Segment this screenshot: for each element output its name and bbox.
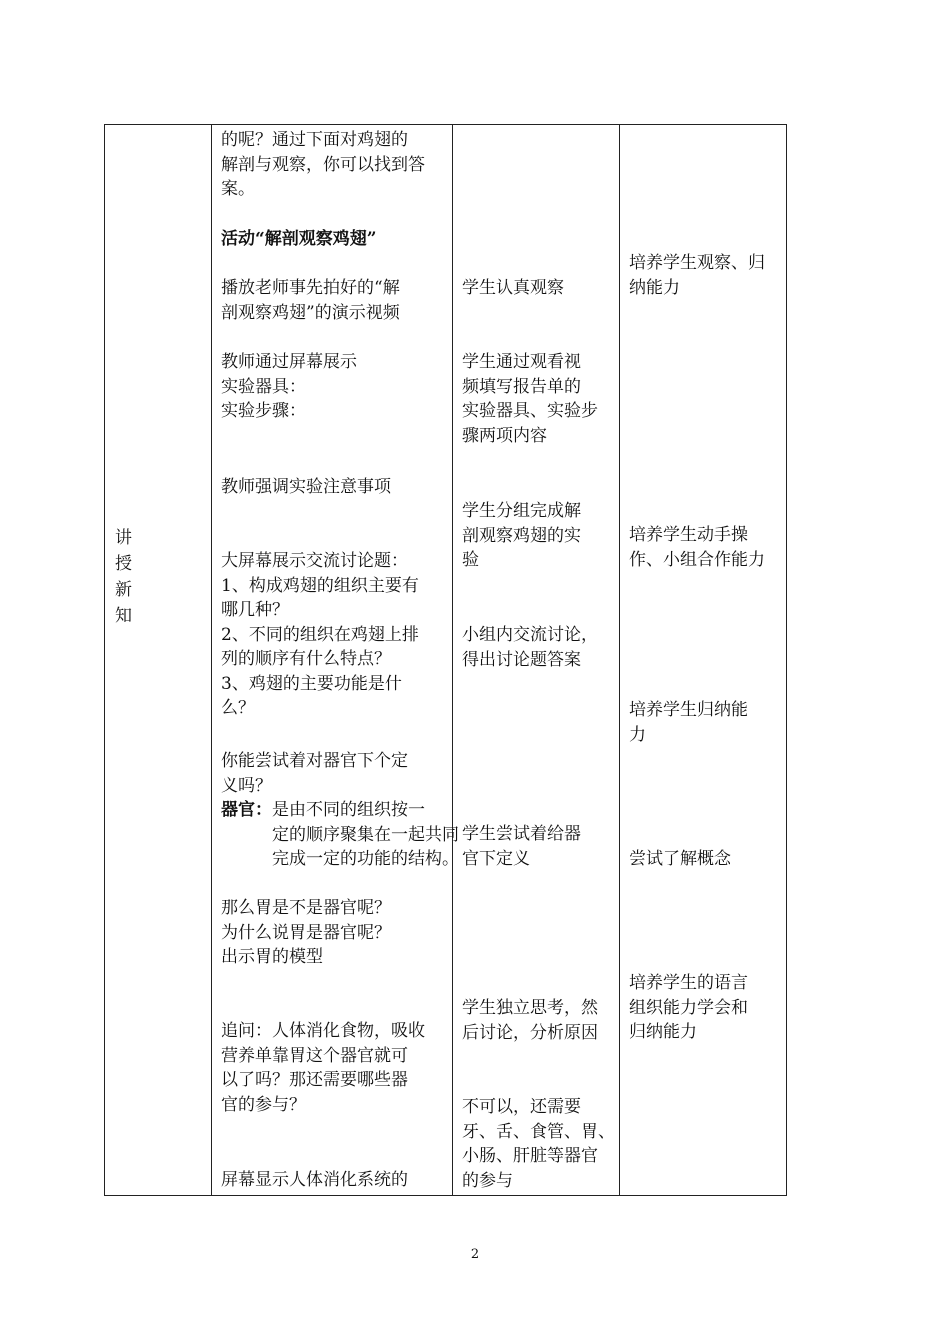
section-cell: [105, 125, 212, 1196]
section-label: 讲授新知: [115, 528, 132, 626]
teacher-text: 播放老师事先拍好的“解 剖观察鸡翅”的演示视频: [221, 278, 400, 323]
purpose-text: 培养学生动手操 作、小组合作能力: [629, 525, 765, 570]
definition-term: 器官：: [221, 800, 272, 820]
teacher-text: 你能尝试着对器官下个定 义吗？: [221, 751, 408, 796]
teacher-text: 教师强调实验注意事项: [221, 477, 391, 497]
student-activity-cell: [453, 125, 620, 1196]
teacher-text: 追问：人体消化食物，吸收 营养单靠胃这个器官就可 以了吗？那还需要哪些器 官的参与？: [221, 1021, 425, 1115]
student-text: 学生认真观察: [462, 278, 564, 298]
purpose-text: 尝试了解概念: [629, 849, 731, 869]
teacher-text: 教师通过屏幕展示 实验器具： 实验步骤：: [221, 352, 357, 421]
lesson-plan-table: [104, 124, 787, 1196]
student-text: 学生分组完成解 剖观察鸡翅的实 验: [462, 501, 581, 570]
teacher-activity-cell: [212, 125, 459, 1196]
student-text: 学生通过观看视 频填写报告单的 实验器具、实验步 骤两项内容: [462, 352, 598, 446]
purpose-text: 培养学生的语言 组织能力学会和 归纳能力: [629, 973, 748, 1042]
purpose-text: 培养学生观察、归 纳能力: [629, 253, 765, 298]
activity-title: 活动“解剖观察鸡翅”: [221, 229, 377, 249]
definition-text: 是由不同的组织按一 定的顺序聚集在一起共同 完成一定的功能的结构。: [272, 800, 459, 869]
teacher-text: 的呢？通过下面对鸡翅的 解剖与观察，你可以找到答 案。: [221, 130, 425, 199]
student-text: 不可以，还需要 牙、舌、食管、胃、 小肠、肝脏等器官 的参与: [462, 1097, 615, 1191]
teacher-text: 那么胃是不是器官呢？ 为什么说胃是器官呢？ 出示胃的模型: [221, 898, 391, 967]
discussion-questions: 大屏幕展示交流讨论题： 1、构成鸡翅的组织主要有 哪几种？ 2、不同的组织在鸡翅上排 列的顺序有什么特点？ 3、鸡翅的主要功能是什 么？: [221, 551, 419, 718]
teacher-text: 屏幕显示人体消化系统的: [221, 1170, 408, 1190]
student-text: 学生尝试着给器 官下定义: [462, 824, 581, 869]
purpose-cell: [620, 125, 787, 1196]
page-number: 2: [470, 1247, 480, 1262]
purpose-text: 培养学生归纳能 力: [629, 700, 748, 745]
student-text: 学生独立思考，然 后讨论，分析原因: [462, 998, 598, 1043]
student-text: 小组内交流讨论， 得出讨论题答案: [462, 625, 598, 670]
